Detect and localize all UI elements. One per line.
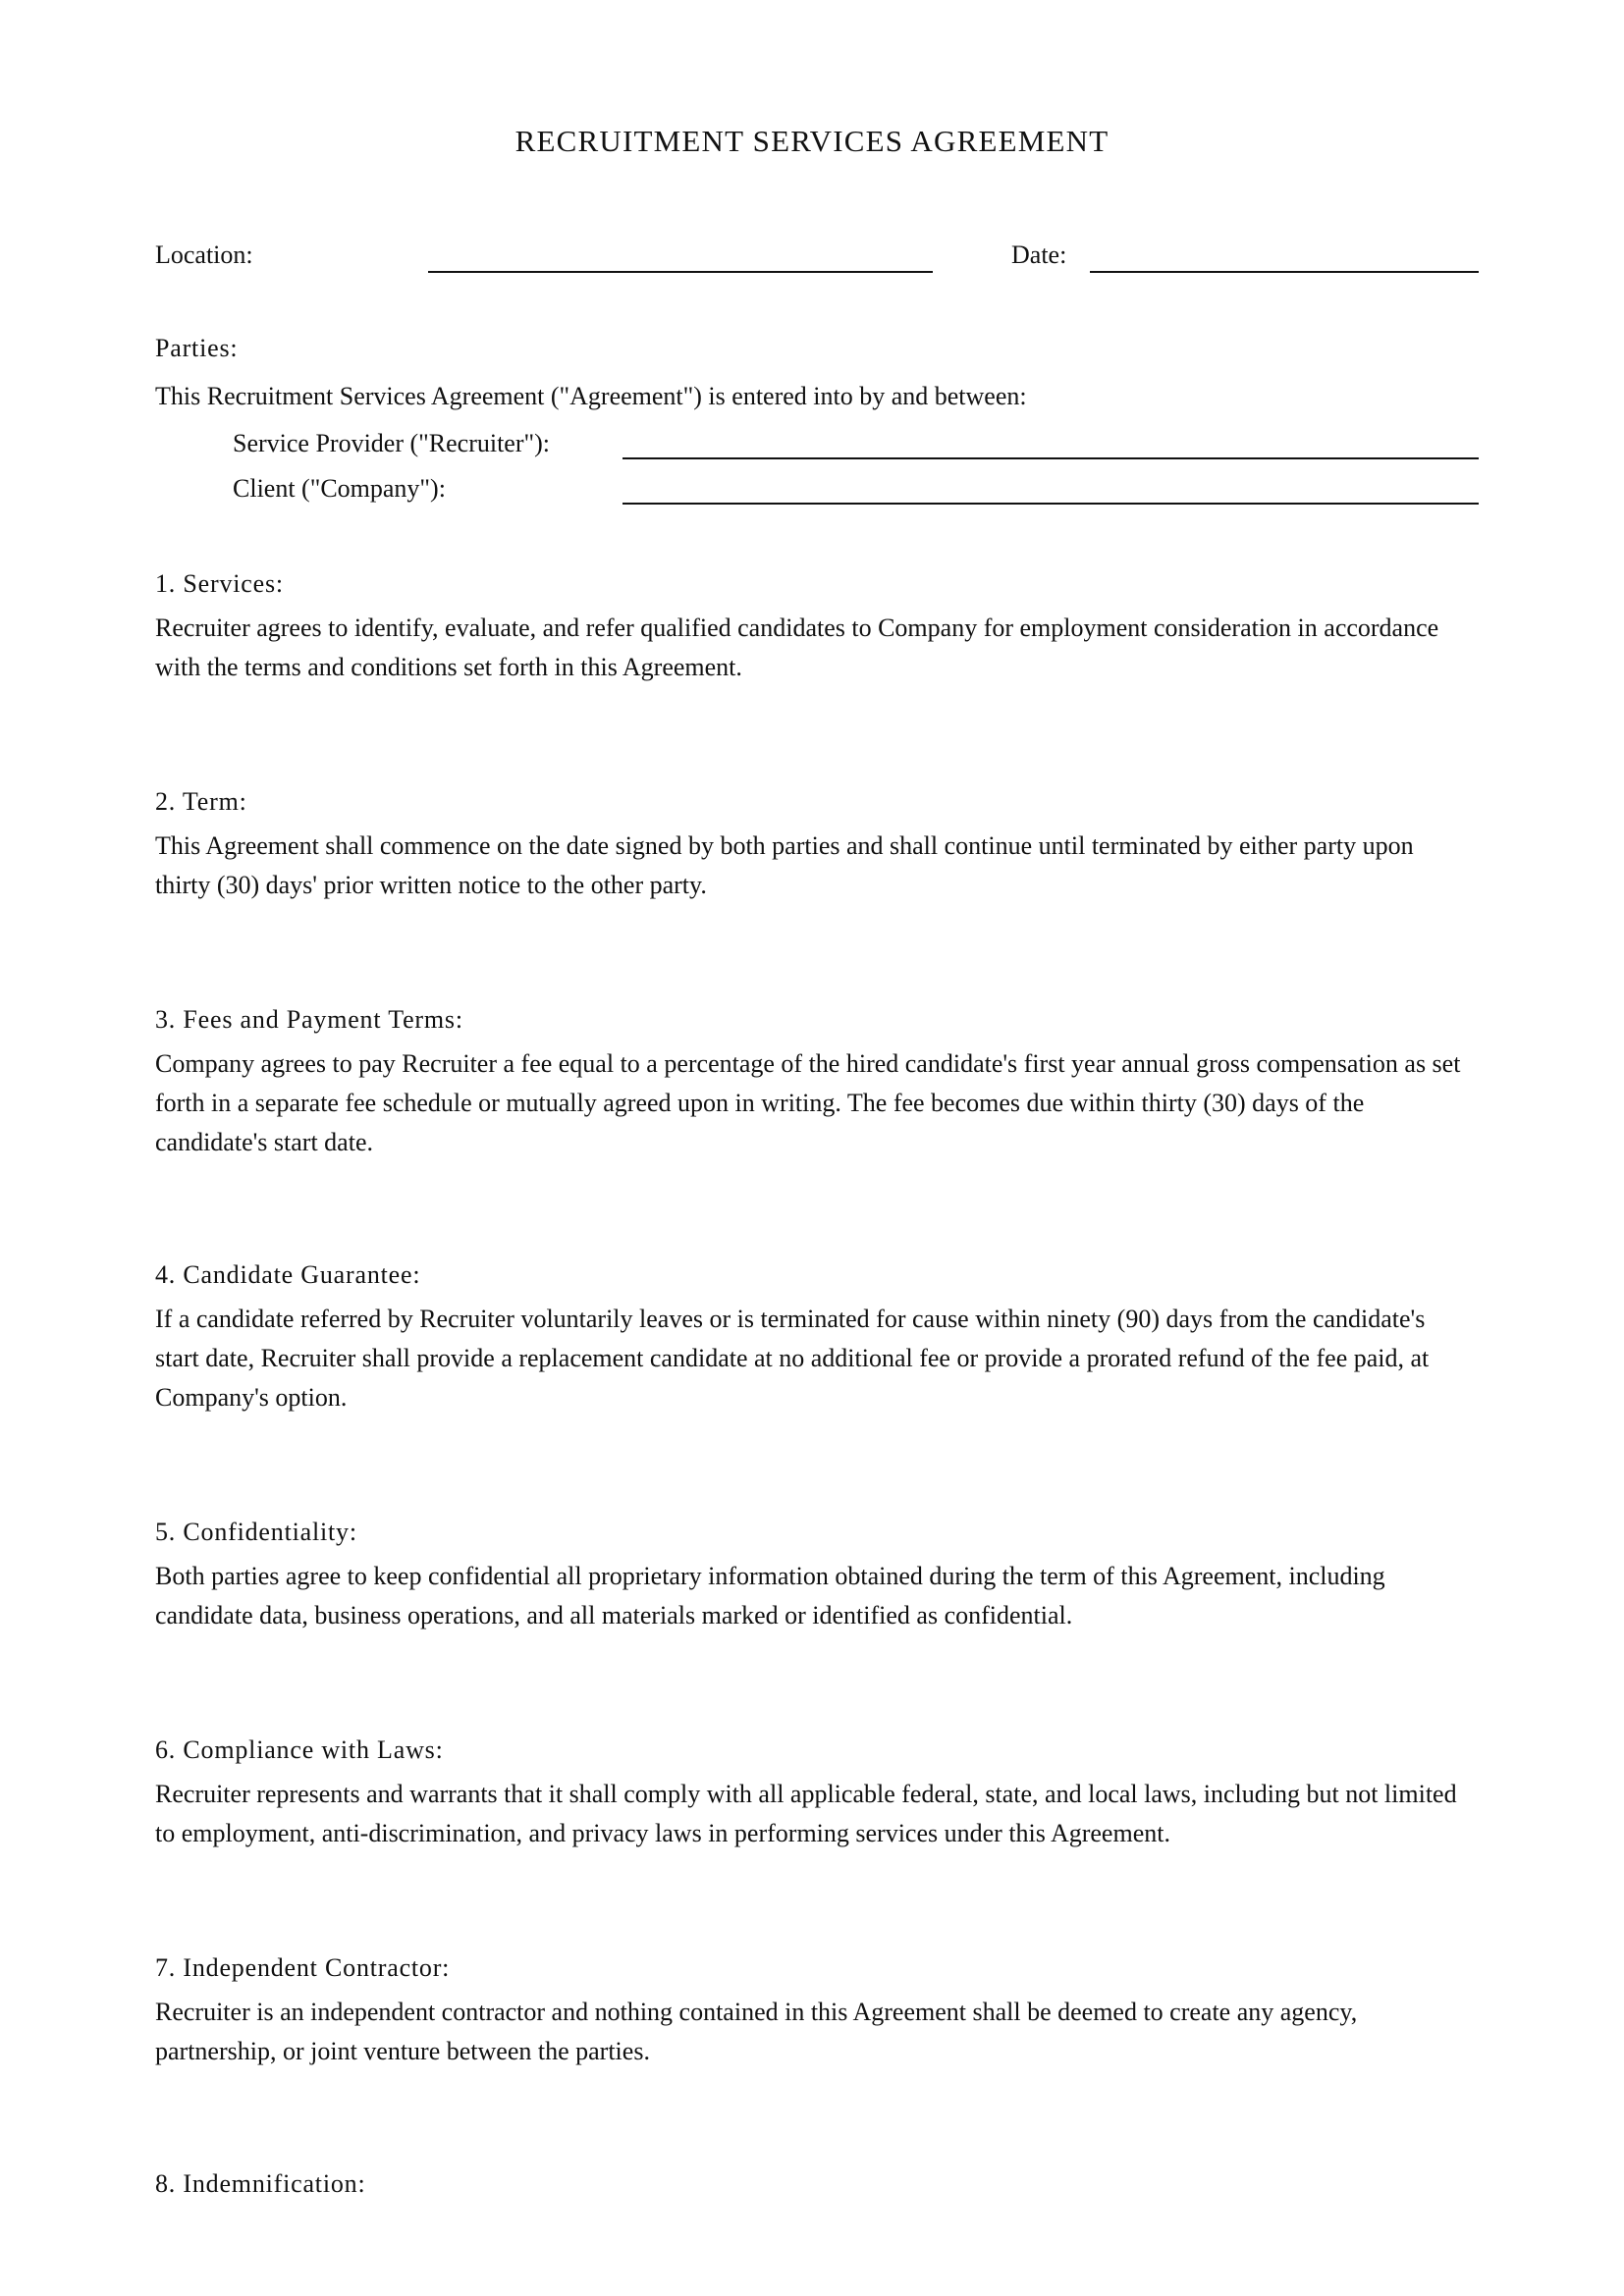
section-heading: 3. Fees and Payment Terms: [155, 1005, 463, 1034]
section-body: Recruiter is an independent contractor and nothing contained in this Agreement shall be deemed to create any agency, partnership, or joint venture between the parties. [155, 1998, 1358, 2065]
client-field-line[interactable] [623, 503, 1479, 505]
section-body: Both parties agree to keep confidential all proprietary information obtained during the term of this Agreement, including candidate data, business operations, and all materials marked or identified as confidential. [155, 1562, 1385, 1629]
section-body: If a candidate referred by Recruiter voluntarily leaves or is terminated for cause within ninety (90) days from the candidate's start date, Recruiter shall provide a replacement candidate at no additional fee or provide a prorated refund of the fee paid, at Company's option. [155, 1305, 1430, 1412]
section-heading: 6. Compliance with Laws: [155, 1735, 444, 1764]
date-label: Date: [1011, 240, 1067, 269]
section-body: Company agrees to pay Recruiter a fee equal to a percentage of the hired candidate's first year annual gross compensation as set forth in a separate fee schedule or mutually agreed upon in writing. The fee becomes due within thirty (30) days of the candidate's start date. [155, 1049, 1461, 1156]
document-title: RECRUITMENT SERVICES AGREEMENT [514, 124, 1110, 158]
location-field-line[interactable] [428, 271, 933, 273]
section-heading: 2. Term: [155, 787, 247, 816]
section-heading: 8. Indemnification: [155, 2169, 366, 2198]
section-heading: 5. Confidentiality: [155, 1518, 357, 1546]
section-body: Recruiter agrees to identify, evaluate, and refer qualified candidates to Company for employment consideration in accordance with the terms and conditions set forth in this Agreement. [155, 614, 1439, 681]
parties-heading: Parties: [155, 334, 239, 362]
section-body: Recruiter represents and warrants that it shall comply with all applicable federal, state, and local laws, including but not limited to employment, anti-discrimination, and privacy laws in performing services under this Agreement. [155, 1780, 1457, 1847]
location-label: Location: [155, 240, 253, 269]
service-provider-field-line[interactable] [623, 457, 1479, 459]
section-heading: 1. Services: [155, 569, 284, 598]
section-body: This Agreement shall commence on the date signed by both parties and shall continue until terminated by either party upon thirty (30) days' prior written notice to the other party. [155, 831, 1414, 899]
parties-intro: This Recruitment Services Agreement ("Agreement") is entered into by and between: [155, 382, 1027, 410]
service-provider-label: Service Provider ("Recruiter"): [233, 429, 550, 457]
section-heading: 7. Independent Contractor: [155, 1953, 451, 1982]
date-field-line[interactable] [1090, 271, 1479, 273]
client-label: Client ("Company"): [233, 474, 446, 503]
section-heading: 4. Candidate Guarantee: [155, 1260, 421, 1289]
